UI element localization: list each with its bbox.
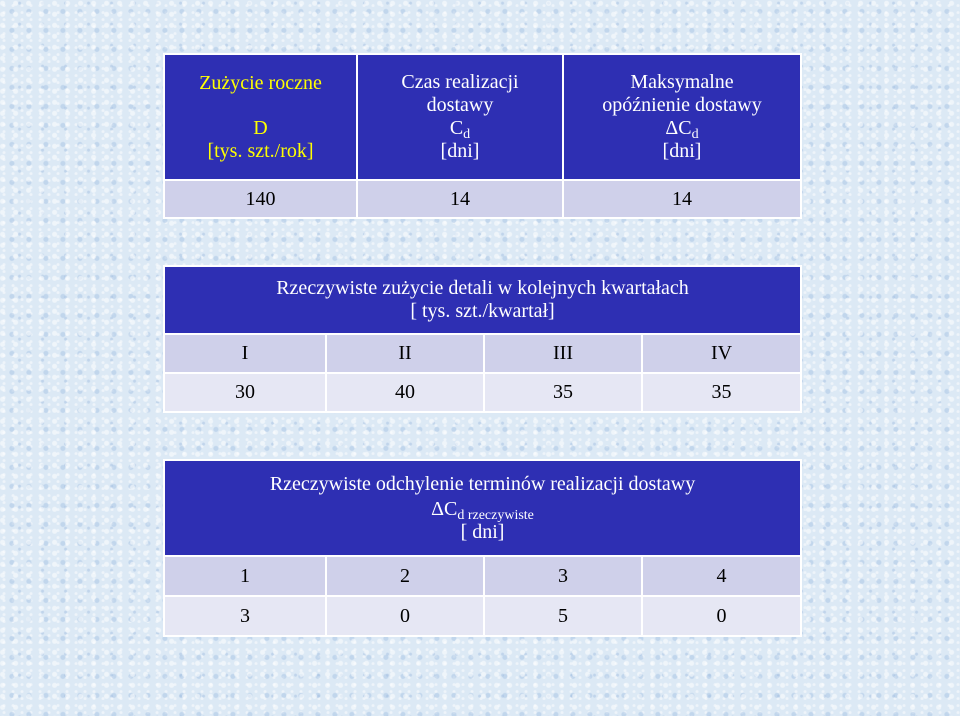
quarter-label: II xyxy=(326,334,484,373)
delivery-deviation-value: 0 xyxy=(642,596,801,636)
value-max-delay: 14 xyxy=(563,180,801,218)
header-max-delay-line1: Maksymalne xyxy=(630,71,734,93)
value-lead-time: 14 xyxy=(357,180,563,218)
quarter-label: I xyxy=(164,334,326,373)
delivery-deviation-value: 5 xyxy=(484,596,642,636)
deviation-title-symbol: $\Delta C_{d rzeczywiste}$ xyxy=(431,497,534,523)
quarter-value: 40 xyxy=(326,373,484,412)
header-lead-time-line2: dostawy xyxy=(426,94,494,116)
header-annual-consumption-line1: Zużycie roczne xyxy=(199,71,322,94)
quarterly-title-line1: Rzeczywiste zużycie detali w kolejnych kwartałach xyxy=(276,277,689,299)
header-max-delay-unit: [dni] xyxy=(662,140,702,162)
delivery-deviation-title xyxy=(164,460,801,556)
annual-demand-table xyxy=(163,53,802,219)
delivery-deviation-value: 3 xyxy=(164,596,326,636)
quarter-label: III xyxy=(484,334,642,373)
header-lead-time xyxy=(357,54,563,180)
quarter-value: 30 xyxy=(164,373,326,412)
quarter-value: 35 xyxy=(642,373,801,412)
delivery-index: 1 xyxy=(164,556,326,596)
header-lead-time-symbol: $C_d$ xyxy=(449,117,471,142)
quarterly-consumption-table xyxy=(163,265,802,413)
value-annual-consumption: 140 xyxy=(164,180,357,218)
delivery-deviation-table xyxy=(163,459,802,637)
deviation-title-unit: [ dni] xyxy=(460,520,505,543)
deviation-title-line1: Rzeczywiste odchylenie terminów realizacji dostawy xyxy=(269,472,696,495)
quarterly-title-line2: [ tys. szt./kwartał] xyxy=(410,300,555,322)
header-annual-consumption-unit: [tys. szt./rok] xyxy=(207,139,314,162)
header-lead-time-unit: [dni] xyxy=(440,140,480,162)
delivery-deviation-value: 0 xyxy=(326,596,484,636)
delivery-index: 3 xyxy=(484,556,642,596)
quarter-value: 35 xyxy=(484,373,642,412)
header-annual-consumption-symbol: D xyxy=(253,116,268,139)
quarter-label: IV xyxy=(642,334,801,373)
delivery-index: 2 xyxy=(326,556,484,596)
header-max-delay-line2: opóźnienie dostawy xyxy=(602,94,762,116)
header-max-delay xyxy=(563,54,801,180)
header-annual-consumption xyxy=(164,54,357,180)
delivery-index: 4 xyxy=(642,556,801,596)
quarterly-consumption-title xyxy=(164,266,801,334)
header-lead-time-line1: Czas realizacji xyxy=(401,71,519,93)
header-max-delay-symbol: $\Delta C_d$ xyxy=(665,117,699,142)
